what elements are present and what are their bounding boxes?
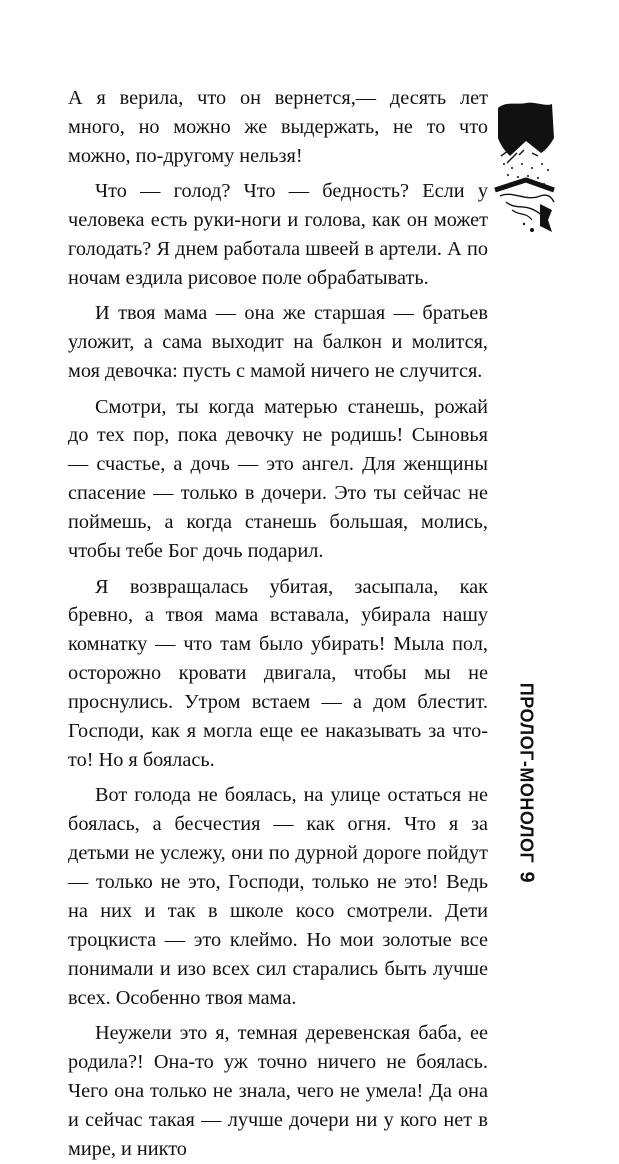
paragraph-5: Я возвращалась убитая, засыпала, как бревно, а твоя мама вставала, убирала нашу комнатку — что там было убирать! Мыла пол, осторожно кровати двигала, чтобы мы не проснулись. Утром встаем — а дом блестит. Господи, как я могла еще ее наказывать за что-то! Но я боялась. bbox=[68, 575, 488, 771]
paragraph-2: Что — голод? Что — бедность? Если у человека есть руки-ноги и голова, как он может голодать? Я днем работала швеей в артели. А по ночам ездила рисовое поле обрабатывать. bbox=[68, 180, 488, 289]
paragraph-7: Неужели это я, темная деревенская баба, ее родила?! Она-то уж точно ничего не боялась. Чего она только не знала, чего не умела! Да она и сейчас такая — лучше дочери ни у кого нет в мире, и никто bbox=[68, 1022, 488, 1160]
paragraph-4: Смотри, ты когда матерью станешь, рожай до тех пор, пока девочку не родишь! Сыновья — счастье, а дочь — это ангел. Для женщины спасение — только в дочери. Это ты сейчас не поймешь, а когда станешь большая, молись, чтобы тебе Бог дочь подарил. bbox=[68, 395, 488, 563]
running-head bbox=[507, 682, 545, 863]
mountain-landscape-icon bbox=[492, 98, 558, 236]
page-number bbox=[511, 860, 541, 894]
running-head-text: ПРОЛОГ-МОНОЛОГ bbox=[516, 682, 537, 863]
paragraph-6: Вот голода не боялась, на улице остаться не боялась, а бесчестия — как огня. Что я за детьми не услежу, они по дурной дороге пойдут — только не это, Господи, только не это! Ведь на них и так в школе косо смотрели. Дети троцкиста — это клеймо. Но мои золотые все понимали и изо всех сил старались быть лучше всех. Особенно твоя мама. bbox=[68, 784, 488, 1009]
paragraph-1: А я верила, что он вернется,— десять лет много, но можно же выдержать, не то что можно, по-другому нельзя! bbox=[68, 87, 488, 167]
body-text bbox=[68, 84, 488, 1164]
page-number-text: 9 bbox=[515, 871, 538, 883]
paragraph-3: И твоя мама — она же старшая — братьев уложит, а сама выходит на балкон и молится, моя девочка: пусть с мамой ничего не случится. bbox=[68, 302, 488, 383]
